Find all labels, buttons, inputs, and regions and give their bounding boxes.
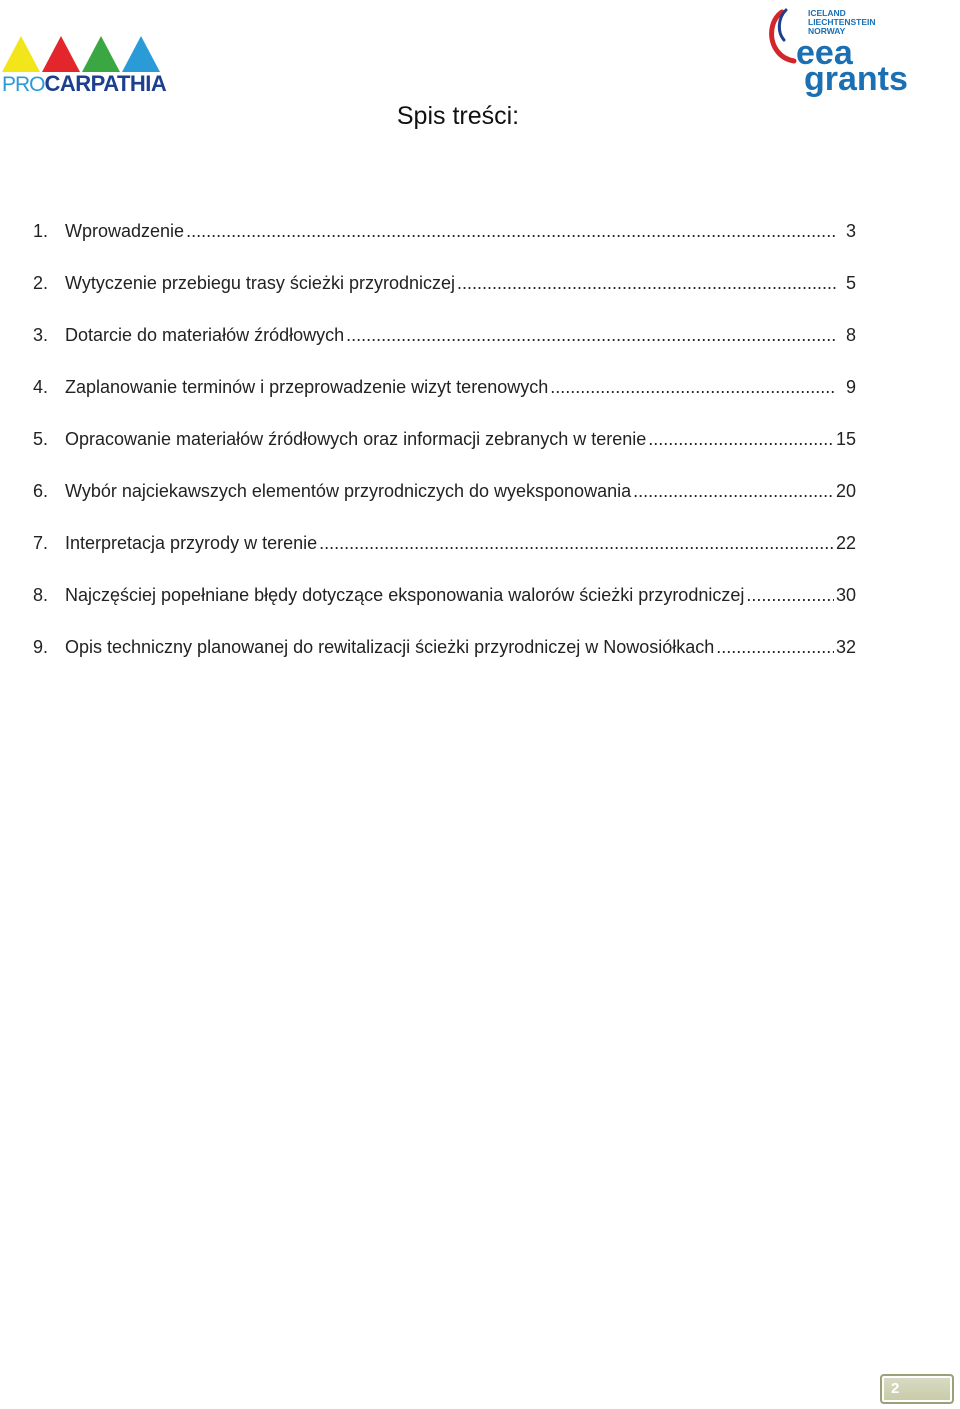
toc-item-number: 3. (33, 325, 49, 345)
toc-item-title: Interpretacja przyrody w terenie (65, 533, 318, 553)
procarpathia-logo (2, 34, 166, 96)
toc-dot-leader (716, 637, 834, 658)
toc-item[interactable] (33, 221, 856, 273)
toc-dot-leader (633, 481, 834, 502)
toc-item-title: Wprowadzenie (65, 221, 185, 241)
toc-item-number: 2. (33, 273, 49, 293)
toc-item-page: 32 (835, 637, 856, 657)
toc-item[interactable] (33, 325, 856, 377)
toc-dot-leader (648, 429, 834, 450)
toc-item[interactable] (33, 533, 856, 585)
toc-item-number: 7. (33, 533, 49, 553)
toc-item-number: 6. (33, 481, 49, 501)
toc-item[interactable] (33, 273, 856, 325)
toc-item-page: 8 (845, 325, 856, 345)
logo-eea: eea (796, 34, 853, 72)
toc-item-page: 9 (845, 377, 856, 397)
logo-triangles-icon (2, 34, 166, 74)
toc-dot-leader (346, 325, 836, 346)
toc-item-number: 8. (33, 585, 49, 605)
procarpathia-wordmark (2, 72, 166, 97)
toc-dot-leader (186, 221, 836, 242)
toc-item-number: 9. (33, 637, 49, 657)
toc-item[interactable] (33, 481, 856, 533)
table-of-contents (33, 221, 856, 689)
eea-grants-logo (768, 6, 908, 100)
toc-item[interactable] (33, 429, 856, 481)
toc-item-title: Opis techniczny planowanej do rewitalizacji ścieżki przyrodniczej w Nowosiółkach (65, 637, 715, 657)
toc-dot-leader (746, 585, 834, 606)
toc-item-page: 22 (835, 533, 856, 553)
toc-item-number: 5. (33, 429, 49, 449)
logo-name: CARPATHIA (44, 71, 167, 96)
toc-item-page: 20 (835, 481, 856, 501)
toc-item-title: Dotarcie do materiałów źródłowych (65, 325, 345, 345)
toc-item-title: Najczęściej popełniane błędy dotyczące eksponowania walorów ścieżki przyrodniczej (65, 585, 745, 605)
toc-dot-leader (319, 533, 834, 554)
page-number-badge (880, 1374, 954, 1404)
logo-prefix: PRO (2, 73, 45, 96)
toc-item-page: 15 (835, 429, 856, 449)
toc-item-title: Wytyczenie przebiegu trasy ścieżki przyrodniczej (65, 273, 455, 293)
toc-item[interactable] (33, 637, 856, 689)
logo-grants: grants (804, 60, 908, 98)
toc-dot-leader (550, 377, 836, 398)
toc-item[interactable] (33, 377, 856, 429)
toc-item-title: Opracowanie materiałów źródłowych oraz informacji zebranych w terenie (65, 429, 647, 449)
toc-item-number: 4. (33, 377, 49, 397)
toc-dot-leader (457, 273, 836, 294)
toc-item-page: 3 (845, 221, 856, 241)
logo-country-2: LIECHTENSTEIN (808, 17, 876, 27)
logo-country-3: NORWAY (808, 26, 846, 36)
page-number: 2 (891, 1380, 900, 1397)
page-title: Spis treści: (396, 102, 520, 130)
toc-item-title: Wybór najciekawszych elementów przyrodniczych do wyeksponowania (65, 481, 632, 501)
logo-country-1: ICELAND (808, 8, 846, 18)
toc-item-title: Zaplanowanie terminów i przeprowadzenie wizyt terenowych (65, 377, 549, 397)
toc-item-page: 5 (845, 273, 856, 293)
toc-item[interactable] (33, 585, 856, 637)
toc-item-number: 1. (33, 221, 49, 241)
toc-item-page: 30 (835, 585, 856, 605)
